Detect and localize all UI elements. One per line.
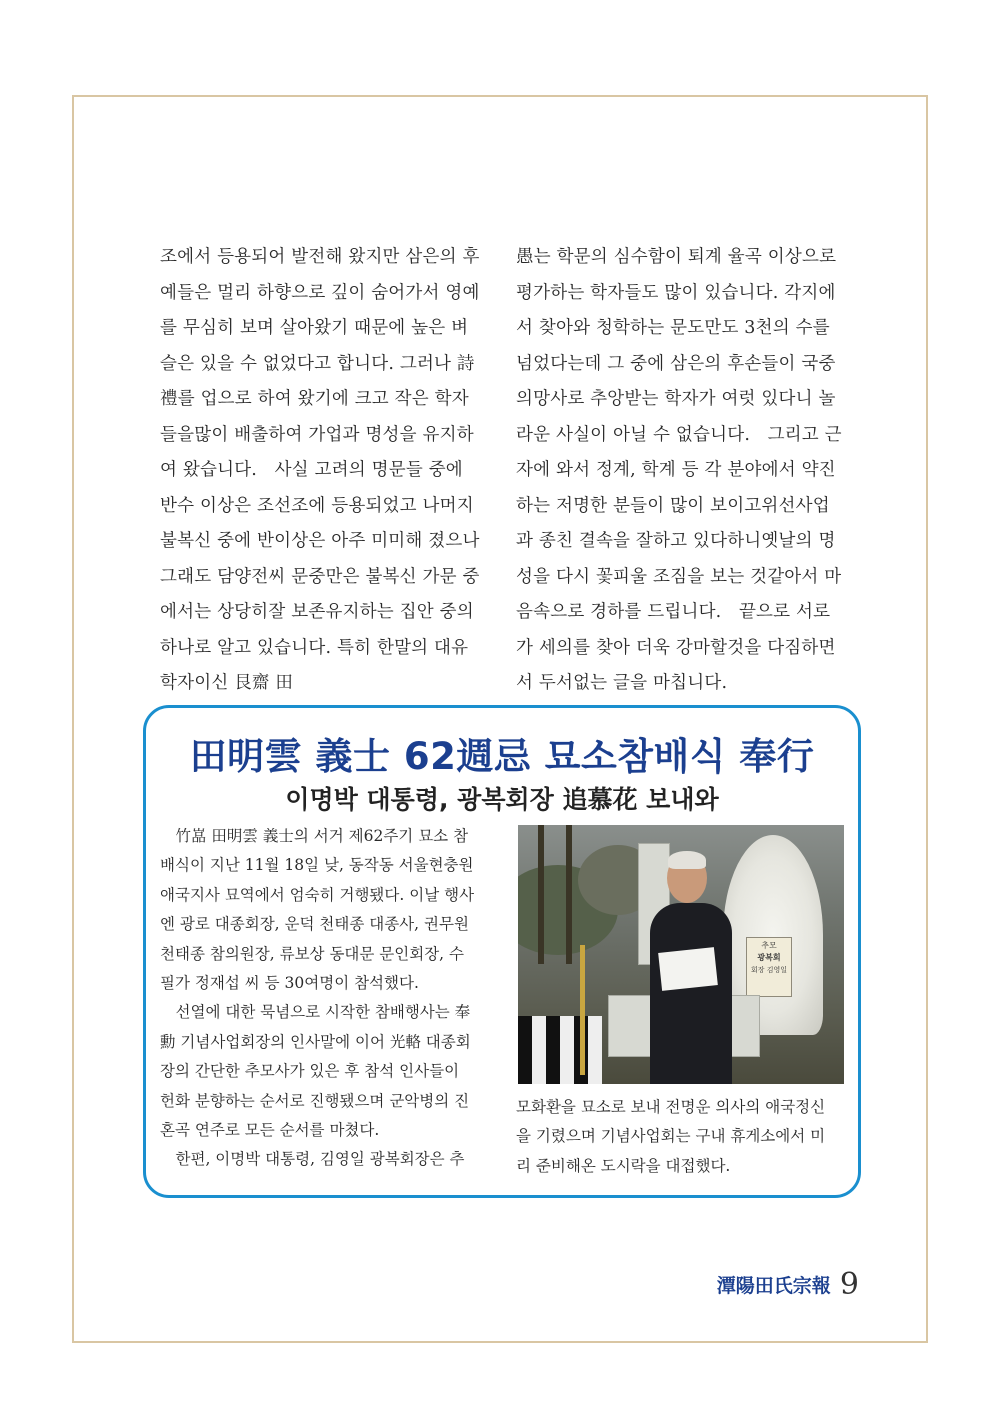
news-text-left	[160, 822, 482, 1175]
text-line: 을 기렸으며 기념사업회는 구내 휴게소에서 미	[516, 1127, 826, 1146]
text-line: 애국지사 묘역에서 엄숙히 거행됐다. 이날 행사	[160, 885, 475, 904]
text-line: 헌화 분향하는 순서로 진행됐으며 군악병의 진	[160, 1091, 470, 1110]
text-line: 에서 약진하는 저명한 분들이 많이 보이고	[516, 460, 836, 516]
article-column-right	[516, 240, 846, 702]
text-line: 리 준비해온 도시락을 대접했다.	[516, 1156, 731, 1175]
text-line: 습니다.	[199, 460, 258, 480]
publication-name: 潭陽田氏宗報	[716, 1275, 831, 1297]
text-line: 勳 기념사업회장의 인사말에 이어 光輅 대종회	[160, 1032, 471, 1051]
page-number: 9	[839, 1267, 859, 1302]
text-line: 竹嵓 田明雲 義士의 서거 제62주기 묘소 참	[175, 827, 469, 845]
text-line: 예들은 멀리 하향으로 깊이 숨어가서 영예	[160, 282, 480, 303]
text-line: 필가 정재섭 씨 등 30여명이 참석했다.	[160, 974, 419, 993]
news-subheadline: 이명박 대통령, 광복회장 追慕花 보내와	[285, 785, 719, 814]
text-line: 선열에 대한 묵념으로 시작한 참배행사는 奉	[175, 1003, 471, 1022]
memorial-photo	[518, 825, 844, 1084]
text-line: 모화환을 묘소로 보내 전명운 의사의 애국정신	[516, 1098, 826, 1116]
text-line: 조에서 등용되어 발전해 왔지만 삼은의 후	[160, 247, 480, 267]
text-line: 씨 문중만은 불복신 가문 중에서는 상당히	[160, 566, 480, 622]
wreath-card: 추모 광복회 회장 김영일	[746, 937, 792, 997]
text-line: 엔 광로 대종회장, 운덕 천태종 대종사, 권무원	[160, 915, 469, 934]
speech-paper	[658, 947, 718, 991]
text-line: 망사로 추앙받는 학자가 여럿 있다니 놀라	[516, 389, 836, 445]
text-line: 끝으로 서로가 세의를 찾아 더욱 강마할	[516, 602, 831, 658]
text-line: 사실 고려의 명문들 중에 반수 이상은 조	[160, 460, 463, 516]
text-line: 위선사업과 종친 결속을 잘하고 있다하니	[516, 495, 830, 551]
speaker	[650, 903, 732, 1084]
text-line: 그리고 근자에 와서 정계, 학계 등 각 분야	[516, 424, 842, 480]
text-line: 한편, 이명박 대통령, 김영일 광복회장은 추	[175, 1150, 465, 1169]
article-column-left	[160, 240, 482, 702]
text-line: 운 사실이 아닐 수 없습니다.	[533, 424, 751, 445]
text-line: 혼곡 연주로 모든 순서를 마쳤다.	[160, 1121, 380, 1140]
text-line: 천태종 참의원장, 류보상 동대문 문인회장, 수	[160, 944, 465, 963]
text-line: 같아서 마음속으로 경하를 드립니다.	[516, 566, 842, 622]
text-line: 습니다. 특히 한말의 대유학자이신 艮齋 田	[160, 637, 469, 693]
text-line: 은 있을 수 없었다고 합니다. 그러나 詩禮	[160, 353, 475, 409]
news-text-right	[516, 1093, 846, 1181]
text-line: 것을 다짐하면서 두서없는 글을 마칩니다.	[516, 637, 836, 693]
text-line: 평가하는 학자들도 많이 있습니다. 각지에	[516, 282, 836, 303]
text-line: 배식이 지난 11월 18일 낮, 동작동 서울현충원	[160, 856, 474, 875]
text-line: 이상은 아주 미미해 졌으나 그래도 담양전	[160, 531, 480, 587]
text-line: 옛날의 명성을 다시 꽃피울 조짐을 보는 것	[516, 531, 836, 587]
text-line: 서 찾아와 청학하는 문도만도 3천의 수를 넘	[516, 318, 830, 374]
text-line: 잘 보존유지하는 집안 중의 하나로 알고 있	[160, 602, 474, 658]
text-line: 선조에 등용되었고 나머지 불복신 중에 반	[160, 495, 474, 551]
news-headline: 田明雲 義士 62週忌 묘소참배식 奉行	[189, 735, 815, 778]
text-line: 를 업으로 하여 왔기에 크고 작은 학자들을	[160, 389, 469, 445]
text-line: 를 무심히 보며 살아왔기 때문에 높은 벼슬	[160, 318, 469, 374]
text-line: 었다는데 그 중에 삼은의 후손들이 국중의	[516, 353, 836, 409]
text-line: 愚는 학문의 심수함이 퇴계 율곡 이상으로	[516, 247, 837, 267]
text-line: 장의 간단한 추모사가 있은 후 참석 인사들이	[160, 1062, 460, 1081]
page-footer	[717, 1267, 859, 1302]
text-line: 많이 배출하여 가업과 명성을 유지하여 왔	[160, 424, 474, 480]
